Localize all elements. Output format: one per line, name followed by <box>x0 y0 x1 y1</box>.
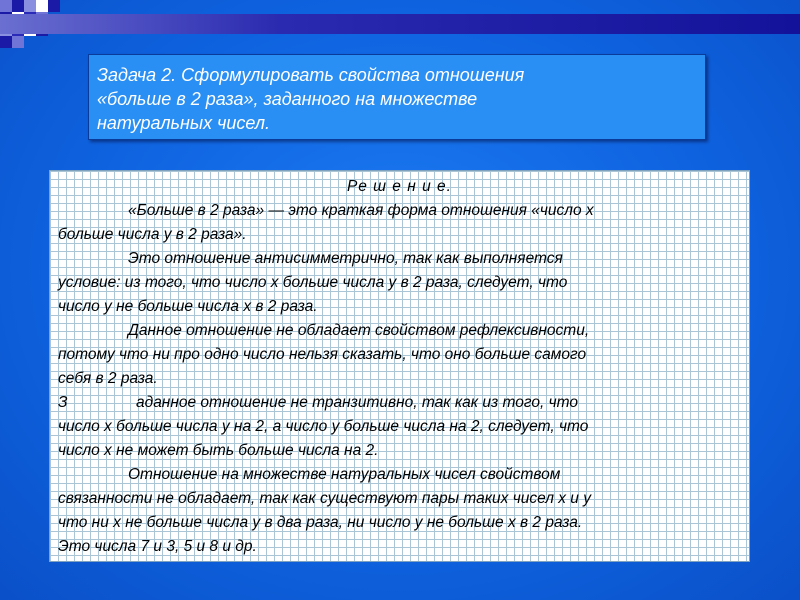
solution-line: число y не больше числа x в 2 раза. <box>58 298 318 315</box>
solution-line: Это отношение антисимметрично, так как выполняется <box>128 250 563 267</box>
solution-line: число x больше числа y на 2, а число y больше числа на 2, следует, что <box>58 418 589 435</box>
solution-line: Отношение на множестве натуральных чисел свойством <box>128 466 561 483</box>
solution-line: «Больше в 2 раза» — это краткая форма отношения «число x <box>128 202 594 219</box>
solution-line-initial: З <box>58 394 68 411</box>
solution-line: условие: из того, что число x больше числа y в 2 раза, следует, что <box>58 274 568 291</box>
task-line: «больше в 2 раза», заданного на множестве <box>97 89 478 109</box>
solution-line: связанности не обладает, так как существуют пары таких чисел x и y <box>58 490 591 507</box>
task-box <box>88 54 706 140</box>
solution-line: число x не может быть больше числа на 2. <box>58 442 379 459</box>
solution-line: Это числа 7 и 3, 5 и 8 и др. <box>58 538 257 555</box>
solution-line: что ни x не больше числа y в два раза, ни число y не больше x в 2 раза. <box>58 514 583 531</box>
task-line: Задача 2. Сформулировать свойства отношения <box>97 65 525 85</box>
solution-heading: Ре ш е н и е. <box>347 178 452 195</box>
solution-line: Данное отношение не обладает свойством рефлексивности, <box>128 322 590 339</box>
solution-line: аданное отношение не транзитивно, так как из того, что <box>136 394 578 411</box>
solution-box <box>49 170 750 562</box>
solution-line: себя в 2 раза. <box>58 370 158 387</box>
top-decorative-bar <box>0 14 800 34</box>
solution-split-line <box>58 391 741 415</box>
task-line: натуральных чисел. <box>97 113 270 133</box>
solution-line: больше числа y в 2 раза». <box>58 226 247 243</box>
solution-line: потому что ни про одно число нельзя сказать, что оно больше самого <box>58 346 587 363</box>
